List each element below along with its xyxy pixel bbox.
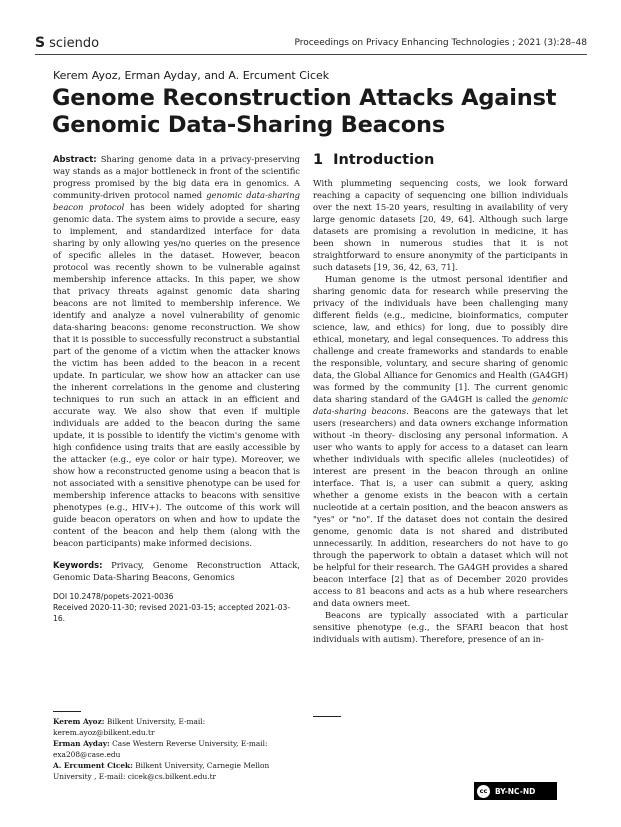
license-text: BY-NC-ND	[495, 786, 536, 796]
column-end-rule	[313, 716, 341, 717]
paper-title: Genome Reconstruction Attacks Against Genomic Data-Sharing Beacons	[52, 85, 557, 138]
abstract	[53, 153, 300, 549]
abstract-emphasis: genomic data-sharing beacon protocol	[53, 190, 300, 212]
abstract-label: Abstract:	[53, 154, 97, 164]
footnote-author-name: Erman Ayday:	[53, 739, 110, 748]
intro-paragraph-2	[313, 273, 568, 609]
footnote-author-name: Kerem Ayoz:	[53, 717, 105, 726]
footnote-affiliation: Bilkent University, E-mail: kerem.ayoz@bilkent.edu.tr	[53, 717, 206, 737]
received-dates: Received 2020-11-30; revised 2021-03-15; accepted 2021-03-16.	[53, 603, 291, 623]
footnote-item	[53, 716, 300, 738]
license-badge[interactable]	[474, 782, 557, 800]
author-list: Kerem Ayoz, Erman Ayday, and A. Ercument Cicek	[53, 69, 330, 82]
intro-paragraph-1: With plummeting sequencing costs, we look forward reaching a capacity of sequencing one billion individuals over the next 15-20 years, resulting in availability of very large genomic datasets [20, 49, 64]. Although such large datasets are promising a revolution in medicine, it has been shown in numerous studies that it is not straightforward to ensure anonymity of the participants in such datasets [19, 36, 42, 63, 71].	[313, 178, 568, 272]
intro-paragraph-2-text-b: . Beacons are the gateways that let users (researchers) and data owners exchange information without -in theory- disclosing any personal information. A user who wants to apply for access to a dataset can learn whether individuals with specific alleles (nucleotides) of interest are present in the beacon through an online interface. That is, a user can submit a query, asking whether a genome exists in the beacon with a certain nucleotide at a certain position, and the beacon answers as "yes" or "no". If the dataset does not contain the desired genome, genomic data is not shared and distributed unnecessarily. In addition, researchers do not have to go through the paperwork to obtain a dataset which will not be helpful for their research. The GA4GH provides a shared beacon interface [2] that as of December 2020 provides access to 81 beacons and acts as a hub where researchers and data owners meet.	[313, 406, 568, 608]
intro-paragraph-3: Beacons are typically associated with a particular sensitive phenotype (e.g., the SFARI beacon that host individuals with autism). Therefore, presence of an in-	[313, 610, 568, 644]
publisher-logo	[35, 35, 99, 51]
author-footnotes	[53, 716, 300, 782]
footnote-affiliation: Bilkent University, Carnegie Mellon University , E-mail: cicek@cs.bilkent.edu.tr	[53, 761, 270, 781]
footnote-item	[53, 738, 300, 760]
keywords	[53, 559, 300, 583]
intro-paragraph-2-text-a: Human genome is the utmost personal identifier and sharing genomic data for research while preserving the privacy of the individuals have been challenging many different fields (e.g., medicine, bioinformatics, computer science, law, and ethics) for long, due to possibly dire ethical, monetary, and legal consequences. To address this challenge and create frameworks and standards to enable the responsible, voluntary, and secure sharing of genomic data, the Global Alliance for Genomics and Health (GA4GH) was formed by the community [1]. The current genomic data sharing standard of the GA4GH is called the	[313, 274, 568, 404]
intro-paragraph-2-emphasis: genomic data-sharing beacons	[313, 394, 568, 416]
header-rule	[35, 54, 587, 55]
keywords-text: Privacy, Genome Reconstruction Attack, Genomic Data-Sharing Beacons, Genomics	[53, 560, 300, 582]
section-heading	[313, 152, 568, 168]
footnote-affiliation: Case Western Reverse University, E-mail: exa208@case.edu	[53, 739, 268, 759]
journal-citation: Proceedings on Privacy Enhancing Technologies ; 2021 (3):28–48	[294, 38, 587, 48]
publisher-name: sciendo	[49, 35, 100, 51]
left-column	[53, 153, 300, 624]
section-title: Introduction	[333, 152, 435, 168]
footnote-rule	[53, 711, 81, 712]
keywords-label: Keywords:	[53, 560, 103, 570]
abstract-text-1: Sharing genome data in a privacy-preserving way stands as a major bottleneck in front of the scientific progress promised by the big data era in genomics. A community-driven protocol named	[53, 154, 300, 200]
sciendo-logo-icon: S	[35, 35, 46, 51]
section-number: 1	[313, 152, 324, 168]
right-column	[313, 152, 568, 645]
abstract-text-2: has been widely adopted for sharing genomic data. The system aims to provide a secure, easy to implement, and standardized interface for data sharing by only allowing yes/no queries on the presence of specific alleles in the dataset. However, beacon protocol was recently shown to be vulnerable against membership inference attacks. In this paper, we show that privacy threats against genomic data sharing beacons are not limited to membership inference. We identify and analyze a novel vulnerability of genomic data-sharing beacons: genome reconstruction. We show that it is possible to successfully reconstruct a substantial part of the genome of a victim when the attacker knows the victim has been added to the beacon in a recent update. In particular, we show how an attacker can use the inherent correlations in the genome and clustering techniques to run such an attack in an efficient and accurate way. We also show that even if multiple individuals are added to the beacon during the same update, it is possible to identify the victim's genome with high confidence using traits that are easily accessible by the attacker (e.g., eye color or hair type). Moreover, we show how a reconstructed genome using a beacon that is not associated with a sensitive phenotype can be used for membership inference attacks to beacons with sensitive phenotypes (e.g., HIV+). The outcome of this work will guide beacon operators on when and how to update the content of the beacon and help them (along with the beacon participants) make informed decisions.	[53, 202, 301, 548]
doi: DOI 10.2478/popets-2021-0036	[53, 592, 174, 601]
footnote-item	[53, 760, 300, 782]
creative-commons-icon: cc	[477, 785, 490, 798]
footnote-author-name: A. Ercument Cicek:	[53, 761, 133, 770]
